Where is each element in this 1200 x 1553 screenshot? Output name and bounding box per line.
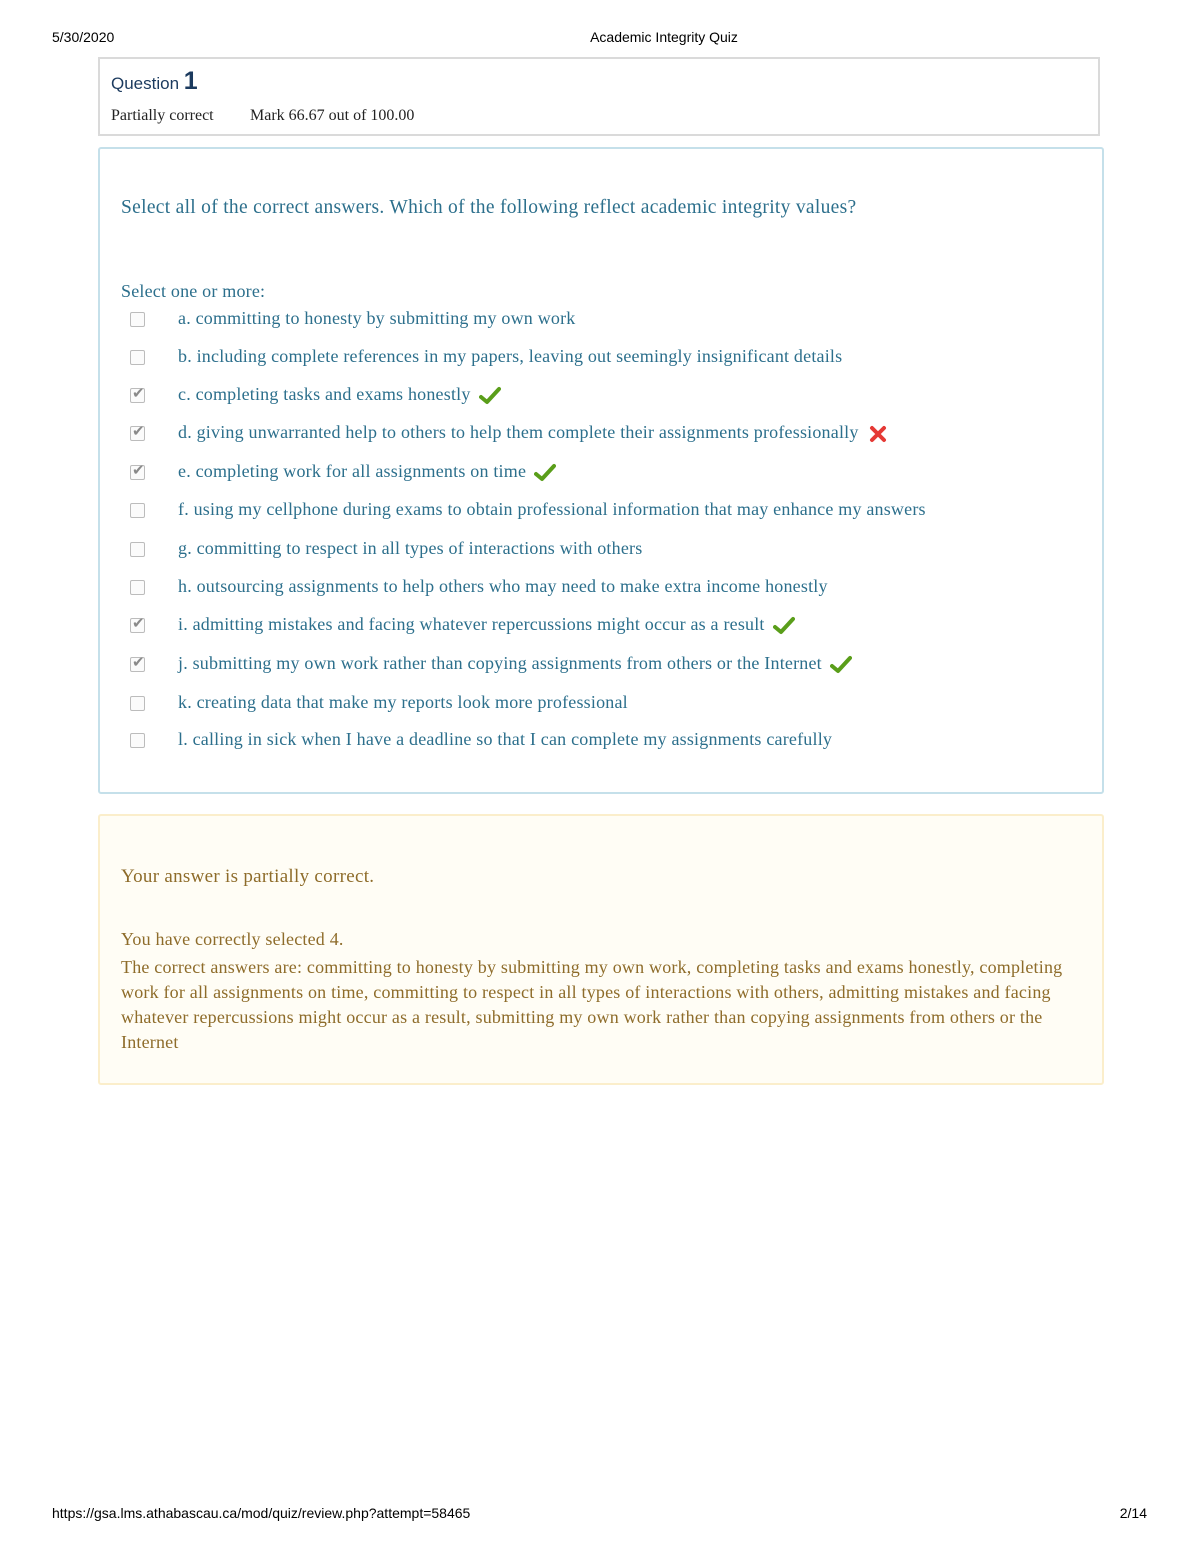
answer-option[interactable] [100,536,1100,566]
question-state: Partially correct [111,107,214,124]
answer-checkbox[interactable] [130,312,145,327]
question-number [111,67,198,96]
answer-option[interactable] [100,420,1100,450]
answer-option[interactable] [100,690,1100,720]
question-info [98,57,1100,136]
answer-option[interactable] [100,344,1100,374]
feedback-box [98,814,1104,1085]
correct-check-icon [534,463,556,483]
answer-option-text: l. calling in sick when I have a deadline so that I can complete my assignments carefully [178,729,833,749]
answer-option-label [178,384,501,406]
answer-option-label [178,729,832,750]
answer-option[interactable] [100,382,1100,412]
answer-option-label [178,422,889,444]
feedback-summary: Your answer is partially correct. [121,866,375,887]
answer-option[interactable] [100,651,1100,681]
print-page-number: 2/14 [1119,1505,1147,1521]
feedback-selected-count: You have correctly selected 4. [121,929,344,949]
answer-option-text: b. including complete references in my papers, leaving out seemingly insignificant details [178,346,843,366]
incorrect-cross-icon [867,424,889,444]
answer-checkbox[interactable] [130,350,145,365]
answer-checkbox[interactable] [130,696,145,711]
correct-check-icon [830,655,852,675]
question-grade: Mark 66.67 out of 100.00 [250,107,415,124]
answer-checkbox[interactable] [130,503,145,518]
checkmark-icon: ✔ [132,422,145,440]
answer-option[interactable] [100,612,1100,642]
answer-prompt: Select one or more: [121,281,266,301]
answer-checkbox[interactable] [130,461,145,480]
answer-option-text: k. creating data that make my reports look more professional [178,692,628,712]
print-header [0,29,1200,49]
answer-option-text: c. completing tasks and exams honestly [178,384,471,404]
answer-option-text: a. committing to honesty by submitting my own work [178,308,576,328]
answer-checkbox[interactable] [130,733,145,748]
question-text: Select all of the correct answers. Which of the following reflect academic integrity values? [121,197,857,218]
answer-option-label [178,692,628,713]
feedback-right-answer: The correct answers are: committing to honesty by submitting my own work, completing tasks and exams honestly, completing work for all assignments on time, committing to respect in all types of interactions with others, admitting mistakes and facing whatever repercussions might occur as a result, submitting my own work rather than copying assignments from others or the Internet [121,957,1063,1052]
answer-option-label [178,499,926,520]
checkmark-icon: ✔ [132,461,145,479]
answer-checkbox[interactable] [130,580,145,595]
question-label: Question [111,74,180,93]
print-footer [0,1505,1200,1525]
checkmark-icon: ✔ [132,653,145,671]
question-number-value: 1 [183,67,198,95]
answer-option-text: h. outsourcing assignments to help others who may need to make extra income honestly [178,576,828,596]
answer-option-label [178,653,852,675]
answer-checkbox[interactable] [130,614,145,633]
answer-option-label [178,308,575,329]
answer-option[interactable] [100,306,1100,336]
checkmark-icon: ✔ [132,614,145,632]
answer-option-label [178,614,795,636]
answer-option[interactable] [100,459,1100,489]
answer-option[interactable] [100,574,1100,604]
answer-checkbox[interactable] [130,384,145,403]
answer-checkbox[interactable] [130,542,145,557]
correct-check-icon [773,616,795,636]
answer-option-text: g. committing to respect in all types of interactions with others [178,538,643,558]
checkmark-icon: ✔ [132,384,145,402]
print-date: 5/30/2020 [52,29,115,45]
answer-option[interactable] [100,727,1100,757]
question-formulation [98,147,1104,794]
answer-option-text: i. admitting mistakes and facing whatever repercussions might occur as a result [178,614,765,634]
answer-option[interactable] [100,497,1100,527]
answer-option-label [178,346,842,367]
answer-option-label [178,576,828,597]
print-title: Academic Integrity Quiz [590,29,738,45]
answer-option-label [178,538,642,559]
answer-option-text: e. completing work for all assignments on time [178,461,527,481]
correct-check-icon [479,386,501,406]
print-url: https://gsa.lms.athabascau.ca/mod/quiz/review.php?attempt=58465 [52,1505,471,1521]
answer-option-label [178,461,556,483]
answer-option-text: f. using my cellphone during exams to obtain professional information that may enhance my answers [178,499,926,519]
answer-option-text: j. submitting my own work rather than copying assignments from others or the Internet [178,653,822,673]
answer-checkbox[interactable] [130,422,145,441]
answer-option-text: d. giving unwarranted help to others to help them complete their assignments professionally [178,422,859,442]
answer-checkbox[interactable] [130,653,145,672]
